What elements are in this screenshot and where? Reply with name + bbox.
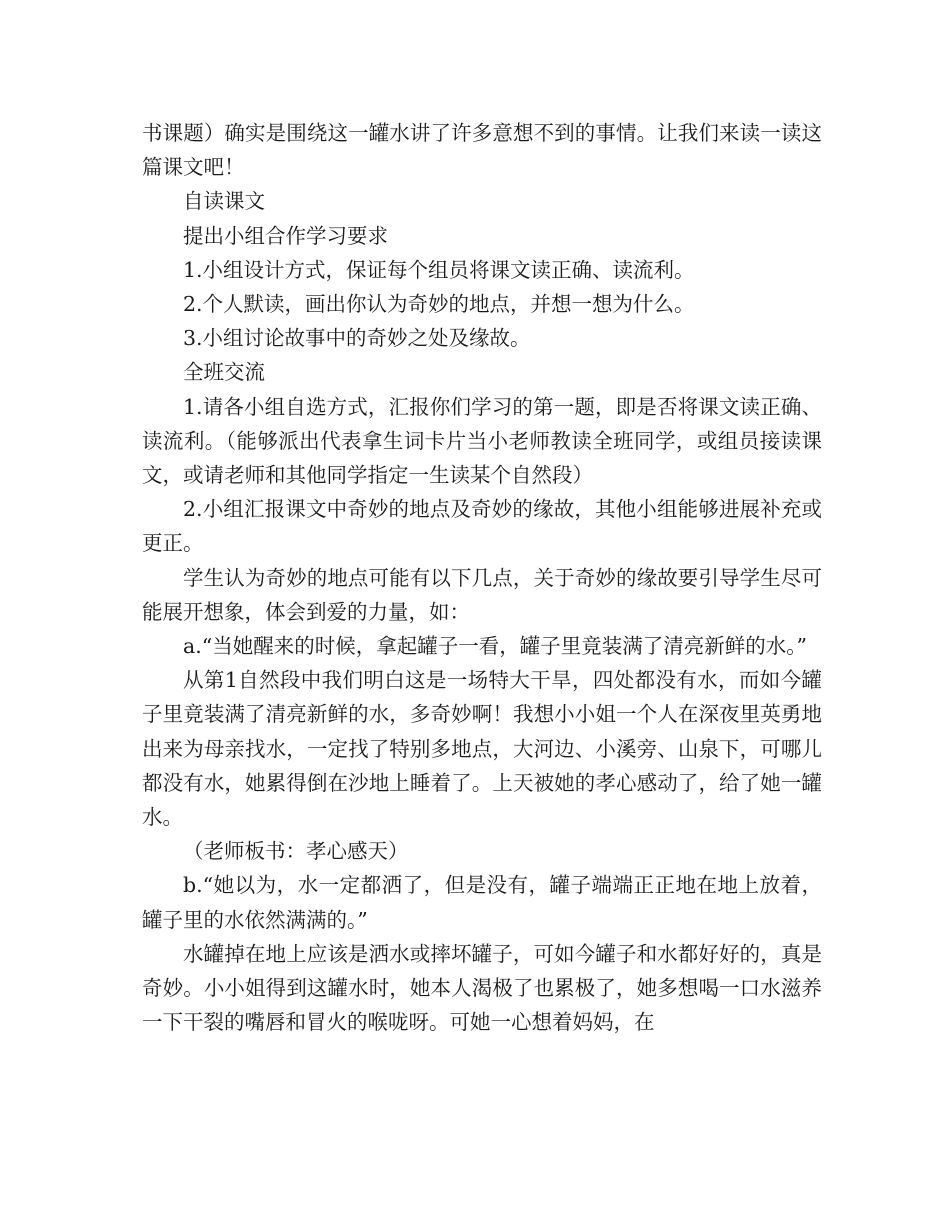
paragraph-0: 书课题）确实是围绕这一罐水讲了许多意想不到的事情。让我们来读一读这篇课文吧！ (142, 121, 822, 180)
paragraph-7: 1.请各小组自选方式，汇报你们学习的第一题，即是否将课文读正确、读流利。（能够派出代表拿生词卡片当小老师教读全班同学，或组员接读课文，或请老师和其他同学指定一生读某个自然段） (142, 394, 822, 488)
paragraph-10: a.“当她醒来的时候，拿起罐子一看，罐子里竟装满了清亮新鲜的水。” (183, 634, 807, 659)
paragraph-4: 2.个人默读，画出你认为奇妙的地点，并想一想为什么。 (183, 292, 695, 317)
paragraph-9: 学生认为奇妙的地点可能有以下几点，关于奇妙的缘故要引导学生尽可能展开想象，体会到爱的力量，如： (142, 565, 822, 624)
paragraph-2: 提出小组合作学习要求 (183, 223, 388, 248)
paragraph-3: 1.小组设计方式，保证每个组员将课文读正确、读流利。 (183, 257, 695, 282)
paragraph-12: （老师板书：孝心感天） (183, 839, 409, 864)
paragraph-6: 全班交流 (183, 360, 265, 385)
paragraph-5: 3.小组讨论故事中的奇妙之处及缘故。 (183, 326, 531, 351)
paragraph-11: 从第1自然段中我们明白这是一场特大干旱，四处都没有水，而如今罐子里竟装满了清亮新鲜的水，多奇妙啊！我想小小姐一个人在深夜里英勇地出来为母亲找水，一定找了特别多地点，大河边、小溪旁、山泉下，可哪儿都没有水，她累得倒在沙地上睡着了。上天被她的孝心感动了，给了她一罐水。 (142, 668, 822, 830)
document-body (142, 116, 822, 1039)
paragraph-14: 水罐掉在地上应该是洒水或摔坏罐子，可如今罐子和水都好好的，真是奇妙。小小姐得到这罐水时，她本人渴极了也累极了，她多想喝一口水滋养一下干裂的嘴唇和冒火的喉咙呀。可她一心想着妈妈，在 (142, 941, 822, 1035)
paragraph-1: 自读课文 (183, 189, 265, 214)
paragraph-13: b.“她以为，水一定都洒了，但是没有，罐子端端正正地在地上放着，罐子里的水依然满满的。” (142, 873, 822, 932)
paragraph-8: 2.小组汇报课文中奇妙的地点及奇妙的缘故，其他小组能够进展补充或更正。 (142, 497, 822, 556)
